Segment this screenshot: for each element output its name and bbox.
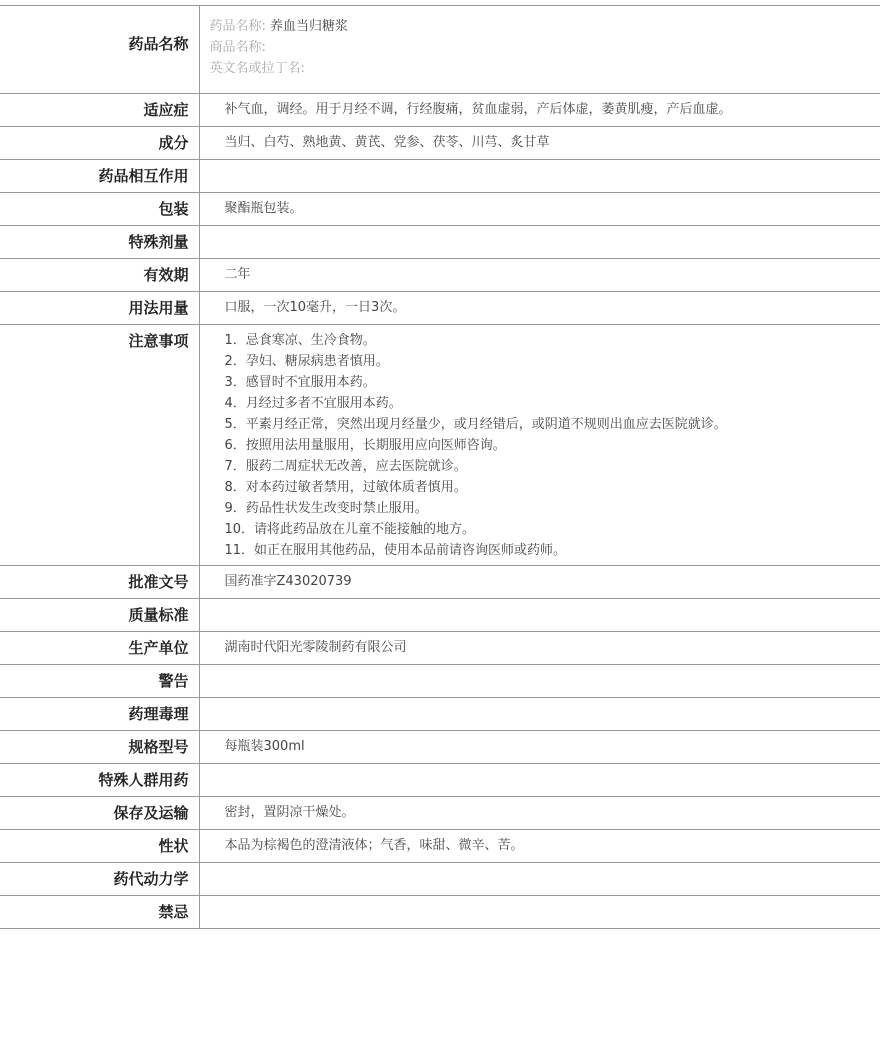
label-contraindications: 禁忌	[0, 896, 199, 929]
label-pharmacokinetics: 药代动力学	[0, 863, 199, 896]
row-ingredients	[0, 127, 880, 160]
label-precautions: 注意事项	[0, 325, 199, 566]
value-interactions	[199, 160, 880, 193]
precaution-item: 2．孕妇、糖尿病患者慎用。	[224, 354, 389, 369]
row-usage	[0, 292, 880, 325]
precaution-item: 10．请将此药品放在儿童不能接触的地方。	[224, 522, 476, 537]
label-special-dosage: 特殊剂量	[0, 226, 199, 259]
precaution-item: 6．按照用法用量服用，长期服用应向医师咨询。	[224, 438, 506, 453]
drug-name-cell	[199, 6, 880, 94]
row-pharmacology	[0, 698, 880, 731]
row-precautions	[0, 325, 880, 566]
value-pharmacology	[199, 698, 880, 731]
precaution-item: 3．感冒时不宜服用本药。	[224, 375, 376, 390]
label-special-populations: 特殊人群用药	[0, 764, 199, 797]
row-contraindications	[0, 896, 880, 929]
precaution-item: 1．忌食寒凉、生冷食物。	[224, 333, 376, 348]
label-shelf-life: 有效期	[0, 259, 199, 292]
value-storage: 密封，置阴凉干燥处。	[224, 805, 355, 820]
value-special-populations	[199, 764, 880, 797]
label-warning: 警告	[0, 665, 199, 698]
value-precautions	[199, 325, 880, 566]
value-ingredients: 当归、白芍、熟地黄、黄芪、党参、茯苓、川芎、炙甘草	[224, 135, 550, 150]
value-shelf-life: 二年	[224, 267, 251, 282]
label-specification: 规格型号	[0, 731, 199, 764]
row-shelf-life	[0, 259, 880, 292]
row-manufacturer	[0, 632, 880, 665]
trade-name-line	[210, 37, 880, 58]
row-pharmacokinetics	[0, 863, 880, 896]
generic-name-value: 养血当归糖浆	[270, 19, 349, 34]
label-packaging: 包装	[0, 193, 199, 226]
label-drug-name: 药品名称	[0, 6, 199, 94]
label-ingredients: 成分	[0, 127, 199, 160]
precautions-list	[225, 325, 880, 561]
value-quality-standard	[199, 599, 880, 632]
value-manufacturer: 湖南时代阳光零陵制药有限公司	[224, 640, 407, 655]
row-packaging	[0, 193, 880, 226]
precaution-item: 7．服药二周症状无改善，应去医院就诊。	[224, 459, 467, 474]
precaution-item: 11．如正在服用其他药品，使用本品前请咨询医师或药师。	[224, 543, 567, 558]
value-pharmacokinetics	[199, 863, 880, 896]
precaution-item: 9．药品性状发生改变时禁止服用。	[224, 501, 428, 516]
label-indications: 适应症	[0, 94, 199, 127]
drug-info-table	[0, 5, 880, 929]
generic-name-line	[210, 16, 880, 37]
value-specification: 每瓶装300ml	[224, 739, 305, 754]
row-special-populations	[0, 764, 880, 797]
value-packaging: 聚酯瓶包装。	[224, 201, 303, 216]
latin-name-key: 英文名或拉丁名:	[209, 61, 305, 76]
row-approval	[0, 566, 880, 599]
label-approval: 批准文号	[0, 566, 199, 599]
label-manufacturer: 生产单位	[0, 632, 199, 665]
row-warning	[0, 665, 880, 698]
row-special-dosage	[0, 226, 880, 259]
label-usage: 用法用量	[0, 292, 199, 325]
value-special-dosage	[199, 226, 880, 259]
row-specification	[0, 731, 880, 764]
value-contraindications	[199, 896, 880, 929]
precaution-item: 4．月经过多者不宜服用本药。	[224, 396, 402, 411]
row-description	[0, 830, 880, 863]
trade-name-key: 商品名称:	[209, 40, 266, 55]
label-storage: 保存及运输	[0, 797, 199, 830]
value-warning	[199, 665, 880, 698]
value-indications: 补气血，调经。用于月经不调，行经腹痛，贫血虚弱，产后体虚，萎黄肌瘦，产后血虚。	[224, 102, 732, 117]
label-quality-standard: 质量标准	[0, 599, 199, 632]
row-quality-standard	[0, 599, 880, 632]
label-interactions: 药品相互作用	[0, 160, 199, 193]
row-drug-name	[0, 6, 880, 94]
value-description: 本品为棕褐色的澄清液体；气香，味甜、微辛、苦。	[224, 838, 524, 853]
latin-name-line	[210, 58, 880, 79]
precaution-item: 8．对本药过敏者禁用，过敏体质者慎用。	[224, 480, 467, 495]
label-description: 性状	[0, 830, 199, 863]
row-storage	[0, 797, 880, 830]
row-interactions	[0, 160, 880, 193]
value-usage: 口服，一次10毫升，一日3次。	[224, 300, 406, 315]
row-indications	[0, 94, 880, 127]
precaution-item: 5．平素月经正常，突然出现月经量少，或月经错后，或阴道不规则出血应去医院就诊。	[224, 417, 727, 432]
value-approval: 国药准字Z43020739	[224, 574, 352, 589]
generic-name-key: 药品名称:	[209, 19, 266, 34]
label-pharmacology: 药理毒理	[0, 698, 199, 731]
